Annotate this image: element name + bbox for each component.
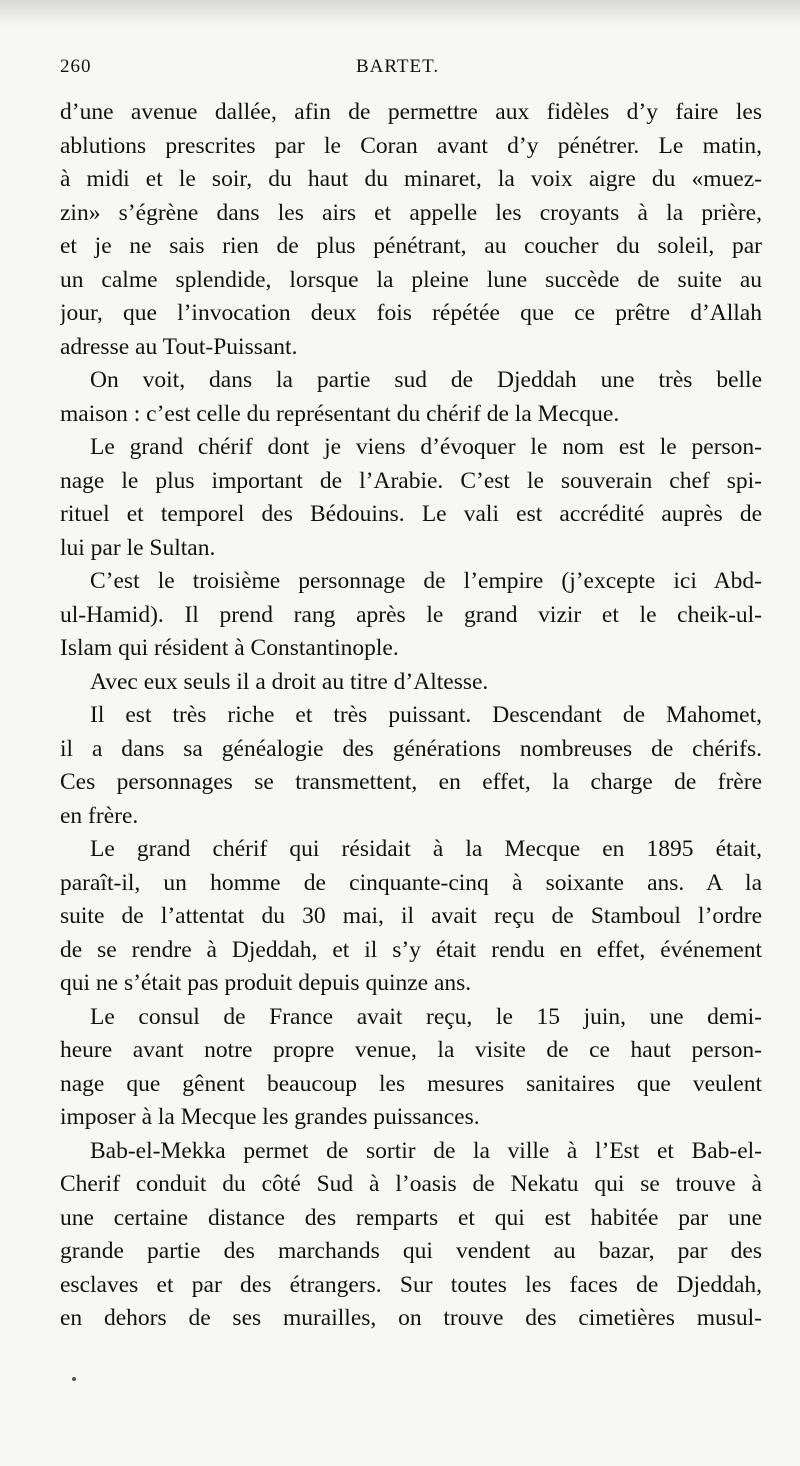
ink-speck (72, 1377, 76, 1381)
text-line: nage que gênent beaucoup les mesures sanitaires que veulent (60, 1070, 762, 1097)
text-line: Islam qui résident à Constantinople. (60, 635, 399, 661)
text-line: il a dans sa généalogie des générations nombreuses de chérifs. (60, 735, 762, 762)
running-head (60, 56, 760, 90)
text-line: jour, que l’invocation deux fois répétée que ce prêtre d’Allah (60, 300, 762, 326)
text-line: Le grand chérif qui résidait à la Mecque en 1895 était, (90, 836, 762, 862)
text-line: maison : c’est celle du représentant du chérif de la Mecque. (60, 400, 620, 427)
text-line: un calme splendide, lorsque la pleine lune succède de suite au (60, 266, 762, 293)
text-line: à midi et le soir, du haut du minaret, la voix aigre du «muez- (60, 166, 762, 192)
text-line: On voit, dans la partie sud de Djeddah une très belle (90, 367, 762, 393)
text-line: esclaves et par des étrangers. Sur toutes les faces de Djeddah, (60, 1271, 762, 1298)
text-line: paraît-il, un homme de cinquante-cinq à soixante ans. A la (60, 869, 762, 896)
text-line: d’une avenue dallée, afin de permettre aux fidèles d’y faire les (60, 99, 762, 125)
text-line: Le consul de France avait reçu, le 15 juin, une demi- (90, 1003, 762, 1030)
text-line: en dehors de ses murailles, on trouve des cimetières musul- (60, 1305, 762, 1331)
text-line: grande partie des marchands qui vendent au bazar, par des (60, 1238, 762, 1264)
body-text (60, 96, 762, 1336)
text-line: une certaine distance des remparts et qui est habitée par une (60, 1204, 762, 1231)
text-line: adresse au Tout-Puissant. (60, 333, 298, 360)
text-line: Cherif conduit du côté Sud à l’oasis de Nekatu qui se trouve à (60, 1171, 762, 1197)
page-edge-shadow (0, 0, 800, 26)
text-line: ul-Hamid). Il prend rang après le grand vizir et le cheik-ul- (60, 601, 762, 628)
text-line: lui par le Sultan. (60, 534, 216, 561)
text-line: rituel et temporel des Bédouins. Le vali est accrédité auprès de (60, 501, 762, 527)
text-line: imposer à la Mecque les grandes puissances. (60, 1104, 480, 1130)
text-line: zin» s’égrène dans les airs et appelle les croyants à la prière, (60, 199, 762, 226)
text-line: Bab-el-Mekka permet de sortir de la ville à l’Est et Bab-el- (90, 1137, 762, 1164)
text-line: en frère. (60, 802, 139, 829)
text-line: Il est très riche et très puissant. Descendant de Mahomet, (90, 702, 762, 728)
running-title: BARTET. (356, 56, 440, 77)
text-line: qui ne s’était pas produit depuis quinze ans. (60, 970, 472, 996)
text-line: Ces personnages se transmettent, en effet, la charge de frère (60, 769, 762, 795)
text-line: Avec eux seuls il a droit au titre d’Altesse. (90, 668, 489, 695)
text-line: ablutions prescrites par le Coran avant d’y pénétrer. Le matin, (60, 132, 762, 159)
text-line: de se rendre à Djeddah, et il s’y était rendu en effet, événement (60, 936, 762, 963)
text-line: suite de l’attentat du 30 mai, il avait reçu de Stamboul l’ordre (60, 903, 762, 929)
text-line: heure avant notre propre venue, la visite de ce haut person- (60, 1037, 762, 1063)
text-line: Le grand chérif dont je viens d’évoquer le nom est le person- (90, 434, 762, 460)
text-line: et je ne sais rien de plus pénétrant, au coucher du soleil, par (60, 233, 762, 259)
text-line: C’est le troisième personnage de l’empire (j’excepte ici Abd- (90, 568, 762, 594)
page-number: 260 (60, 56, 92, 77)
text-line: nage le plus important de l’Arabie. C’est le souverain chef spi- (60, 467, 762, 494)
